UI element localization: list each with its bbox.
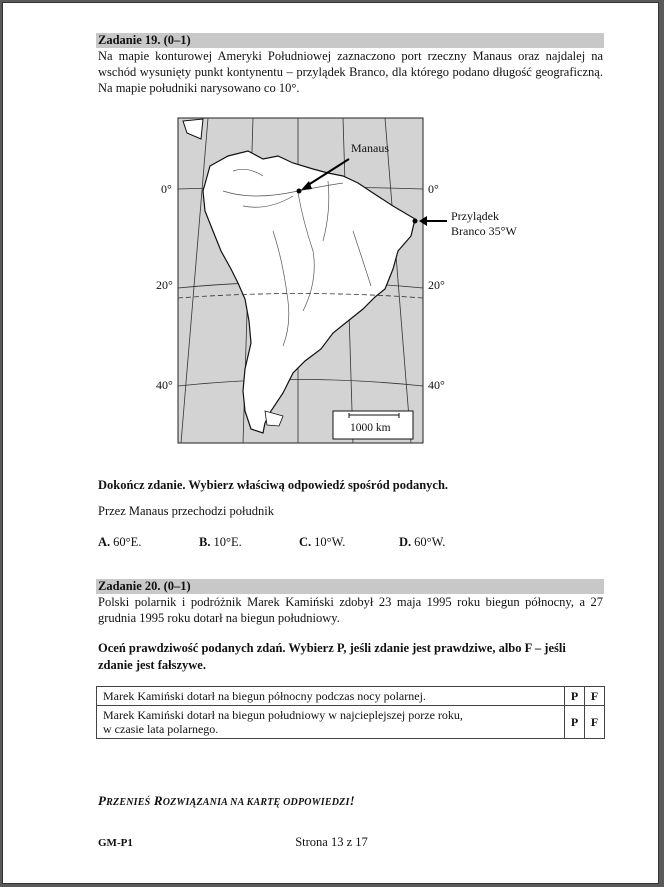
option-a[interactable]: A. 60°E.	[98, 535, 142, 549]
scale-label: 1000 km	[350, 422, 391, 434]
task19-stem: Przez Manaus przechodzi południk	[98, 504, 274, 518]
table-row	[97, 687, 605, 706]
lat-label-20-right: 20°	[428, 278, 445, 292]
answer-f-cell[interactable]: F	[585, 706, 605, 739]
lat-label-0-right: 0°	[428, 182, 439, 196]
table-row	[97, 706, 605, 739]
task19-header: Zadanie 19. (0–1)	[96, 33, 604, 48]
lat-label-0-left: 0°	[161, 182, 172, 196]
task20-text: Polski polarnik i podróżnik Marek Kamiński zdobył 23 maja 1995 roku biegun północny, a 27 grudnia 1995 roku dotarł na biegun południowy.	[98, 595, 603, 625]
task19-text: Na mapie konturowej Ameryki Południowej zaznaczono port rzeczny Manaus oraz najdalej na wschód wysunięty punkt kontynentu – przylądek Branco, dla którego podano długość geograficzną. Na mapie południki narysowano co 10°.	[98, 49, 603, 95]
answer-p-cell[interactable]: P	[565, 687, 585, 706]
branco-point	[413, 219, 418, 224]
lat-label-40-right: 40°	[428, 378, 445, 392]
statement-cell: Marek Kamiński dotarł na biegun południowy w najcieplejszej porze roku, w czasie lata polarnego.	[97, 706, 565, 739]
answer-f-cell[interactable]: F	[585, 687, 605, 706]
task20-instruction: Oceń prawdziwość podanych zdań. Wybierz P, jeśli zdanie jest prawdziwe, albo F – jeśli zdanie jest fałszywe.	[98, 641, 566, 672]
transfer-answers-note: PRZENIEŚ ROZWIĄZANIA NA KARTĘ ODPOWIEDZI!	[98, 793, 355, 808]
answer-p-cell[interactable]: P	[565, 706, 585, 739]
south-america-map	[153, 111, 553, 451]
branco-label-line1: Przylądek	[451, 209, 499, 223]
task19-instruction: Dokończ zdanie. Wybierz właściwą odpowiedź spośród podanych.	[98, 478, 449, 492]
lat-label-40-left: 40°	[156, 378, 173, 392]
option-b[interactable]: B. 10°E.	[199, 535, 242, 549]
option-c[interactable]: C. 10°W.	[299, 535, 346, 549]
page-number: Strona 13 z 17	[295, 835, 368, 849]
branco-label-line2: Branco 35°W	[451, 224, 517, 238]
statement-cell: Marek Kamiński dotarł na biegun północny podczas nocy polarnej.	[97, 687, 565, 706]
lat-label-20-left: 20°	[156, 278, 173, 292]
manaus-label: Manaus	[351, 141, 389, 155]
task20-header: Zadanie 20. (0–1)	[96, 579, 604, 594]
exam-page	[2, 2, 659, 884]
true-false-table	[96, 686, 605, 739]
manaus-point	[297, 189, 302, 194]
option-d[interactable]: D. 60°W.	[399, 535, 446, 549]
exam-code: GM-P1	[98, 837, 133, 849]
